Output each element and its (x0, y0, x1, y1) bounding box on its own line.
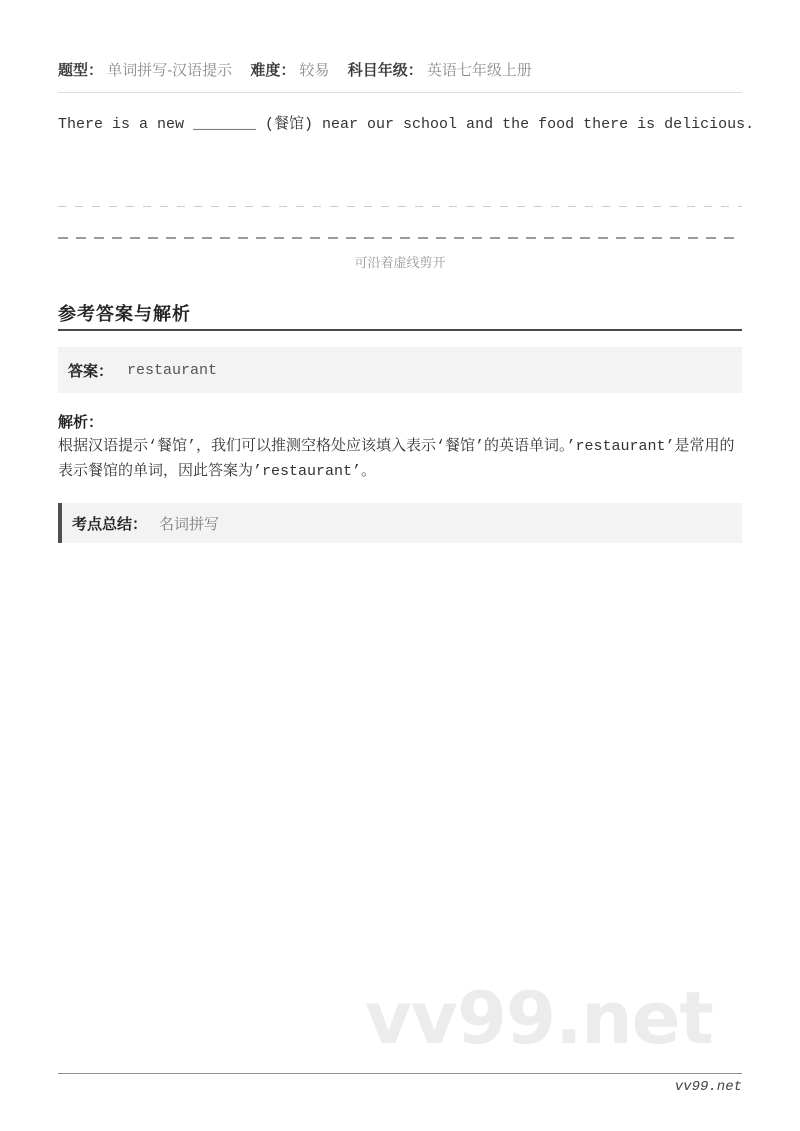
answer-label: 答案： (68, 362, 114, 380)
answer-box (58, 347, 742, 393)
summary-label: 考点总结： (72, 515, 148, 533)
cut-dashed-line-bottom (58, 237, 742, 239)
meta-type-label: 题型： (58, 62, 104, 79)
analysis-text: 根据汉语提示‘餐馆’，我们可以推测空格处应该填入表示‘餐馆’的英语单词。’restaurant’是常用的表示餐馆的单词，因此答案为’restaurant’。 (58, 438, 735, 480)
answer-value: restaurant (127, 361, 218, 379)
meta-type-value: 单词拼写-汉语提示 (107, 62, 233, 79)
summary-value: 名词拼写 (159, 515, 220, 533)
question-meta (58, 62, 742, 80)
meta-grade-label: 科目年级： (347, 62, 423, 79)
footer-site-name: vv99.net (674, 1079, 742, 1095)
meta-difficulty-label: 难度： (250, 62, 296, 79)
key-point-summary-box (58, 503, 742, 543)
cut-caption: 可沿着虚线剪开 (354, 255, 446, 270)
footer-divider (58, 1073, 742, 1074)
meta-difficulty-value: 较易 (299, 62, 330, 79)
analysis-label: 解析： (58, 414, 104, 431)
meta-divider (58, 92, 742, 93)
answers-section-divider (58, 329, 742, 331)
question-text: There is a new _______ (餐馆) near our school and the food there is delicious. (58, 116, 755, 133)
cut-dashed-line-top (58, 206, 742, 207)
answers-section-title: 参考答案与解析 (58, 304, 191, 324)
watermark-text: vv99.net (365, 976, 713, 1060)
meta-grade-value: 英语七年级上册 (426, 62, 532, 79)
